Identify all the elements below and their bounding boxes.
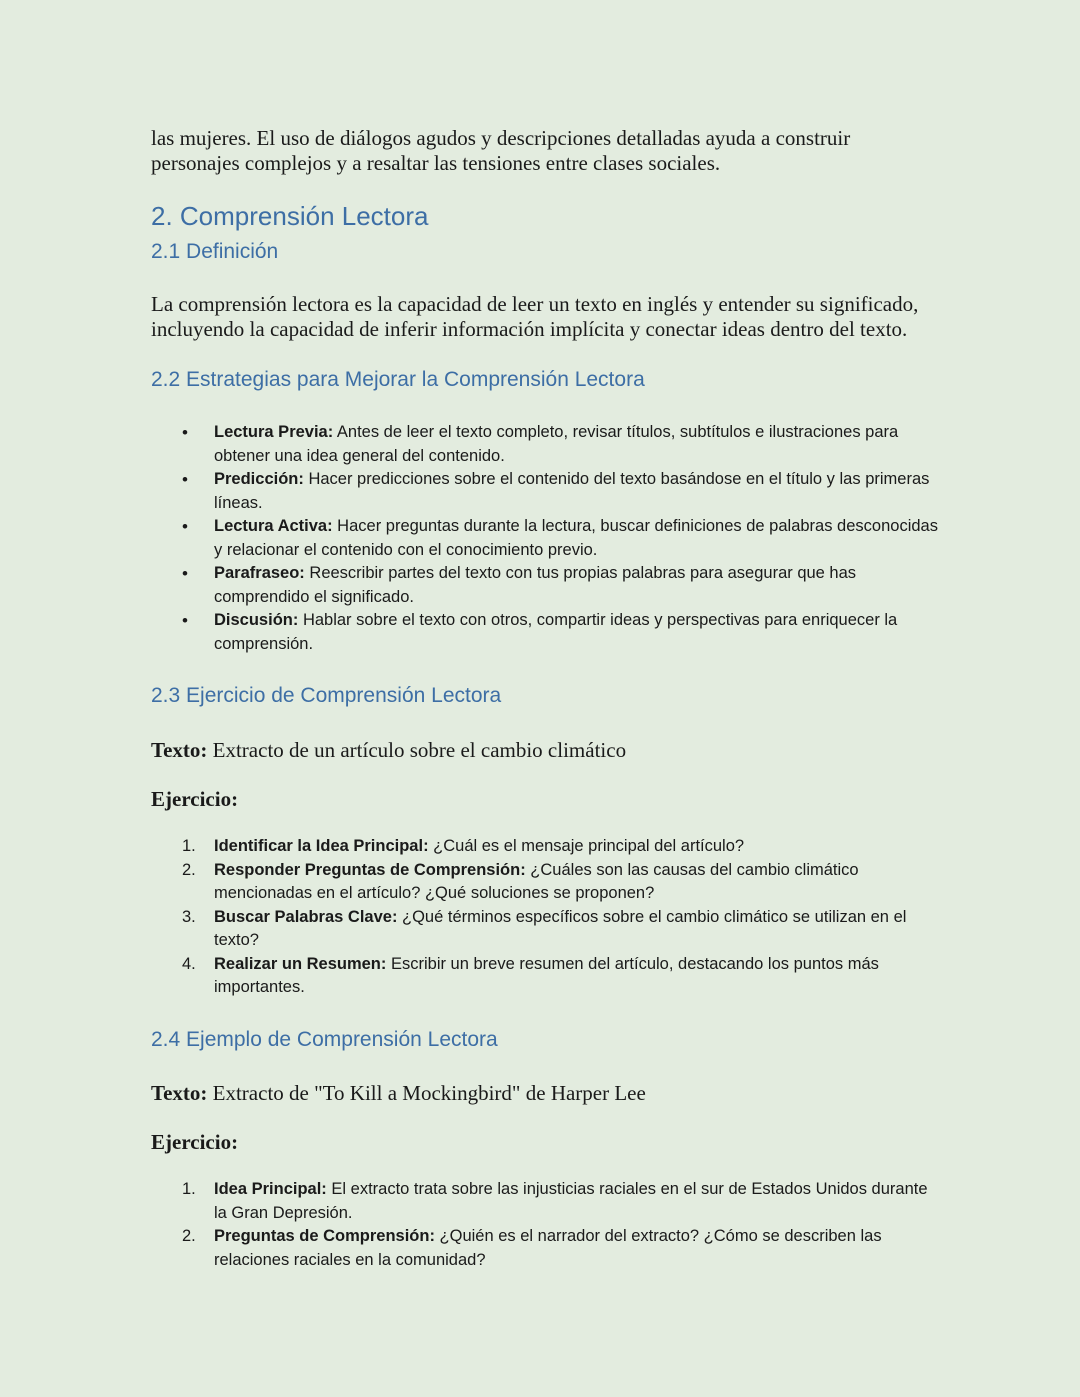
intro-paragraph: las mujeres. El uso de diálogos agudos y descripciones detalladas ayuda a construir personajes complejos y a resaltar las tensiones entre clases sociales. [151, 126, 851, 175]
s23-exercise-list [151, 835, 941, 1000]
definition-paragraph: La comprensión lectora es la capacidad de leer un texto en inglés y entender su significado, incluyendo la capacidad de inferir información implícita y conectar ideas dentro del texto. [151, 292, 919, 341]
list-item: 1. Identificar la Idea Principal: ¿Cuál es el mensaje principal del artículo? [182, 837, 745, 855]
s23-texto-line: Texto: Extracto de un artículo sobre el cambio climático [151, 738, 627, 762]
section-2-3-title: 2.3 Ejercicio de Comprensión Lectora [151, 684, 502, 707]
section-2-4-title: 2.4 Ejemplo de Comprensión Lectora [151, 1028, 498, 1051]
s24-exercise-list [151, 1178, 941, 1272]
list-item: 2. Responder Preguntas de Comprensión: ¿Cuáles son las causas del cambio climático mencionadas en el artículo? ¿Qué soluciones se proponen? [182, 860, 859, 902]
list-item: • Discusión: Hablar sobre el texto con otros, compartir ideas y perspectivas para enriquecer la comprensión. [151, 609, 941, 656]
section-2-title: 2. Comprensión Lectora [151, 201, 429, 231]
list-item: 2. Preguntas de Comprensión: ¿Quién es el narrador del extracto? ¿Cómo se describen las relaciones raciales en la comunidad? [182, 1227, 882, 1269]
s24-ejercicio-label: Ejercicio: [151, 1130, 239, 1154]
list-item: • Parafraseo: Reescribir partes del texto con tus propias palabras para asegurar que has comprendido el significado. [151, 562, 941, 609]
list-item: 4. Realizar un Resumen: Escribir un breve resumen del artículo, destacando los puntos más importantes. [182, 954, 879, 996]
s24-texto-line: Texto: Extracto de "To Kill a Mockingbird" de Harper Lee [151, 1081, 646, 1105]
section-2-2-title: 2.2 Estrategias para Mejorar la Comprensión Lectora [151, 368, 645, 391]
list-item: 3. Buscar Palabras Clave: ¿Qué términos específicos sobre el cambio climático se utilizan en el texto? [182, 907, 907, 949]
s23-ejercicio-label: Ejercicio: [151, 787, 239, 811]
section-2-1-title: 2.1 Definición [151, 240, 279, 263]
list-item: • Lectura Activa: Hacer preguntas durante la lectura, buscar definiciones de palabras desconocidas y relacionar el contenido con el conocimiento previo. [151, 515, 941, 562]
list-item: 1. Idea Principal: El extracto trata sobre las injusticias raciales en el sur de Estados Unidos durante la Gran Depresión. [182, 1180, 928, 1222]
list-item: • Lectura Previa: Antes de leer el texto completo, revisar títulos, subtítulos e ilustraciones para obtener una idea general del contenido. [151, 421, 941, 468]
strategies-list [151, 421, 941, 656]
list-item: • Predicción: Hacer predicciones sobre el contenido del texto basándose en el título y las primeras líneas. [151, 468, 941, 515]
